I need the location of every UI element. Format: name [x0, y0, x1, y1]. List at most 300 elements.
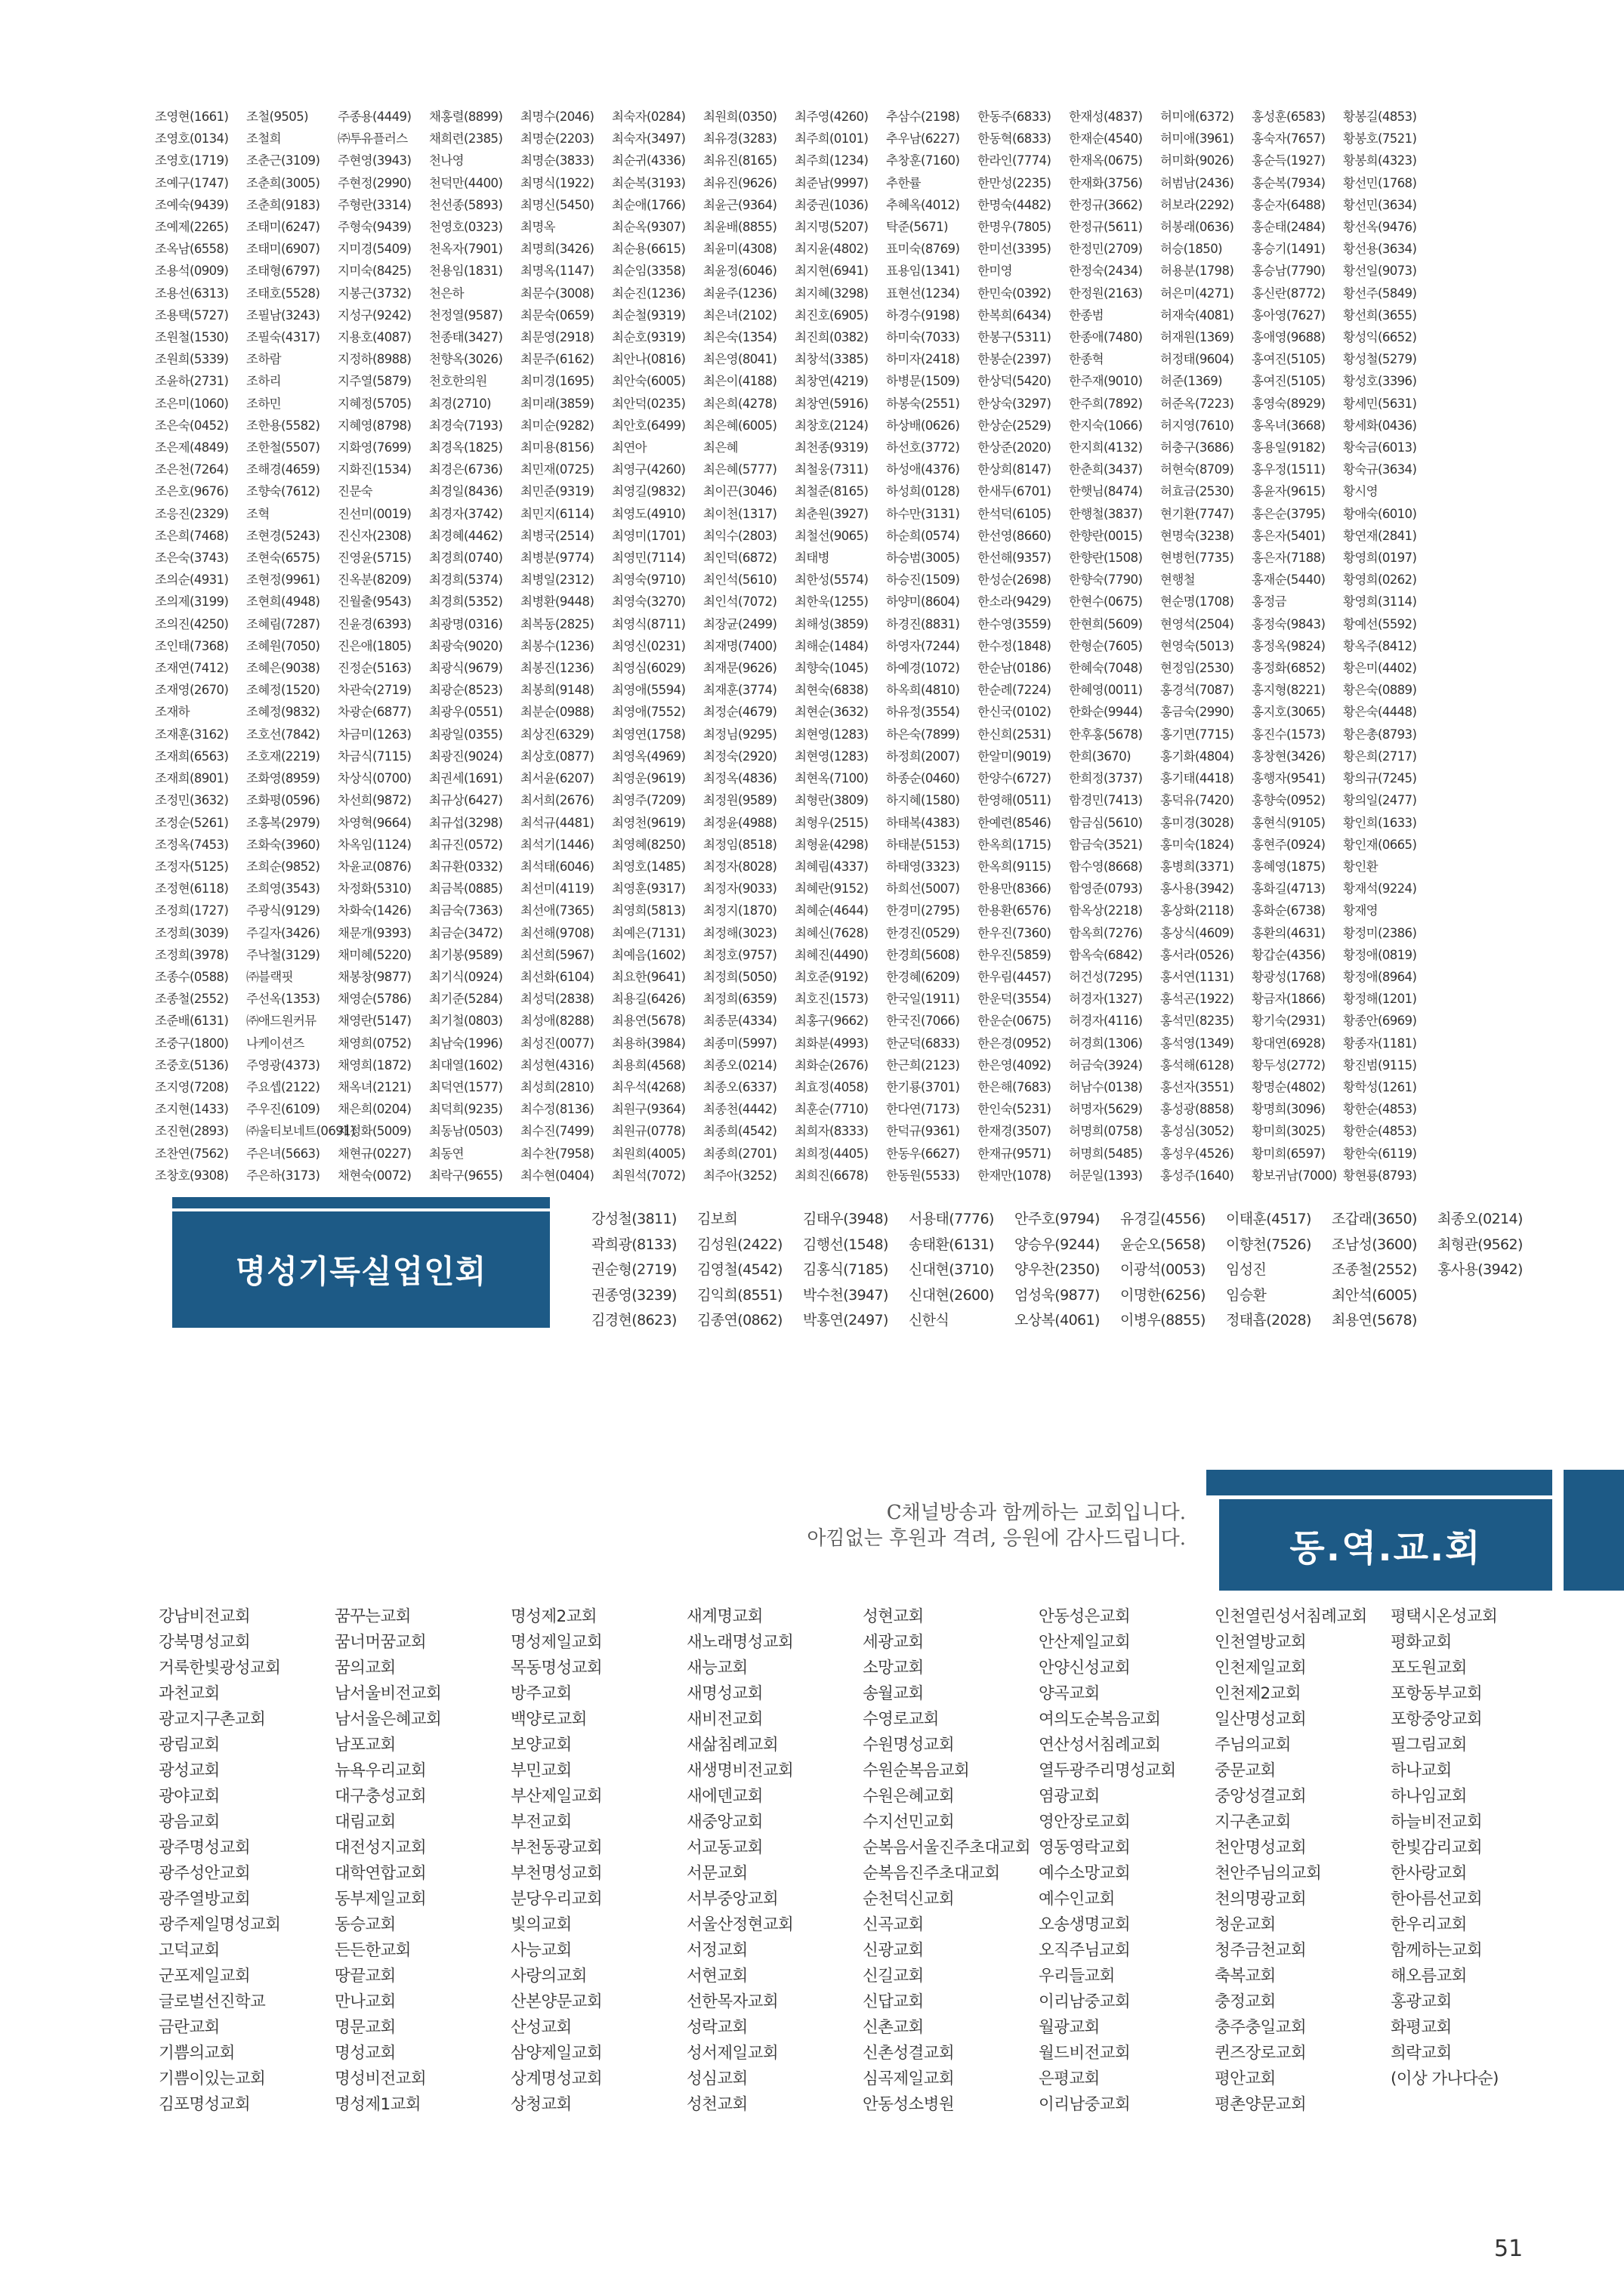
donor-name: 천호한의원 [429, 374, 487, 389]
donor-name: 황종자(1181) [1343, 1035, 1417, 1051]
donor-name: 최정지(1870) [703, 903, 777, 918]
donor-name: 주현영(3943) [338, 153, 412, 168]
donor-name: 조화평(0596) [246, 793, 320, 808]
donor-name: 차선희(9872) [338, 793, 412, 808]
donor-name: 최성희(2810) [520, 1079, 594, 1094]
donor-name: 한명숙(4482) [977, 197, 1051, 212]
donor-name: 최영희(5813) [612, 903, 686, 918]
donor-name: 홍서라(0526) [1160, 947, 1234, 962]
donor-name: 조재희(8901) [155, 771, 229, 786]
donor-name: 최중권(1036) [795, 197, 869, 212]
donor-name: 황선주(5849) [1343, 285, 1417, 301]
donor-name: 최경숙(7193) [429, 418, 503, 433]
donor-name: 홍신란(8772) [1252, 285, 1326, 301]
donor-name: 주종용(4449) [338, 110, 412, 124]
church-column [1391, 1604, 1567, 2118]
donor-name: 조한용(5582) [246, 418, 320, 433]
church-name: 하나임교회 [1391, 1787, 1467, 1806]
donor-name: 최순옥(9307) [612, 220, 686, 235]
donor-name: 조영호(1719) [155, 153, 229, 168]
church-name: 군포제일교회 [159, 1967, 251, 1986]
donor-name: 황선일(9073) [1343, 264, 1417, 279]
donor-name: 최광일(0355) [429, 727, 503, 742]
donor-name: 황학성(1261) [1343, 1079, 1417, 1094]
donor-name: 최영신(0231) [612, 638, 686, 653]
member-name: 양우찬(2350) [1014, 1261, 1100, 1279]
donor-name: 한상숙(3297) [977, 396, 1051, 411]
donor-name: 최광진(9024) [429, 748, 503, 764]
donor-name: 지정하(8988) [338, 352, 412, 367]
donor-name: 최원희(0350) [703, 110, 777, 124]
donor-name: 한수영(3559) [977, 616, 1051, 631]
donor-name: 최훈순(7710) [795, 1102, 869, 1117]
donor-name: 최재훈(3774) [703, 683, 777, 698]
donor-name: 최영애(5594) [612, 683, 686, 698]
donor-name: 홍석민(8235) [1160, 1014, 1234, 1029]
donor-name: 최금숙(7363) [429, 903, 503, 918]
donor-name: 하종순(0460) [886, 771, 960, 786]
donor-name: 한지숙(1066) [1069, 418, 1143, 433]
donor-name: 조정자(5125) [155, 859, 229, 874]
donor-name: 최철웅(7311) [795, 462, 869, 477]
member-name: 서용태(7776) [909, 1211, 994, 1227]
member-name: 김태우(3948) [803, 1211, 888, 1227]
donor-name: 황명희(3096) [1252, 1102, 1326, 1117]
church-name: 서문교회 [687, 1864, 748, 1883]
donor-name: 조은숙(0452) [155, 418, 229, 433]
donor-name: 한영해(0511) [977, 793, 1051, 808]
donor-name: 황인환 [1343, 859, 1379, 874]
donor-name: 홍성훈(6583) [1252, 110, 1326, 124]
donor-name: 최윤배(8855) [703, 220, 777, 235]
donor-name: 현영석(2504) [1160, 616, 1234, 631]
church-name: 새중앙교회 [687, 1813, 763, 1832]
donor-name: 홍진수(1573) [1252, 727, 1326, 742]
donor-name: 최창석(3385) [795, 352, 869, 367]
donor-name: 조찬연(7562) [155, 1146, 229, 1161]
donor-name: 조필남(3243) [246, 307, 320, 323]
church-name: 강북명성교회 [159, 1633, 251, 1652]
donor-name: 주우진(6109) [246, 1102, 320, 1117]
donor-name: 차관숙(2719) [338, 683, 412, 698]
donor-name: 황봉길(4853) [1343, 110, 1417, 124]
donor-name: 지성구(9242) [338, 307, 412, 323]
donor-name: 황정해(1201) [1343, 992, 1417, 1007]
donor-name: 홍현주(0924) [1252, 837, 1326, 852]
member-name: 박수천(3947) [803, 1286, 888, 1304]
church-name: 광음교회 [159, 1813, 220, 1832]
donor-name: 진은애(1805) [338, 638, 412, 653]
donor-name: 한정규(3662) [1069, 197, 1143, 212]
donor-name: 표미숙(8769) [886, 242, 960, 257]
donor-name: 최선화(6104) [520, 969, 594, 984]
donor-name: 조응진(2329) [155, 506, 229, 521]
donor-name: 홍아영(7627) [1252, 307, 1326, 323]
donor-name: 최순철(9319) [612, 307, 686, 323]
church-name: 남서울은혜교회 [335, 1710, 442, 1729]
donor-name: 채영순(5786) [338, 992, 412, 1007]
donor-name: 주영광(4373) [246, 1057, 320, 1072]
church-name: 수원은혜교회 [863, 1787, 955, 1806]
church-name: 월광교회 [1039, 2018, 1100, 2037]
donor-name: 홍향숙(0952) [1252, 793, 1326, 808]
donor-name: 최진호(6905) [795, 307, 869, 323]
church-name: 사랑의교회 [511, 1967, 587, 1986]
church-name: 방주교회 [511, 1684, 572, 1703]
donor-name: ㈜애드원커뮤 [246, 1014, 316, 1029]
donor-name: 최희진(6678) [795, 1168, 869, 1183]
church-name: 수원명성교회 [863, 1736, 955, 1754]
donor-name: 한재화(3756) [1069, 175, 1143, 190]
donor-name: 조옥남(6558) [155, 242, 229, 257]
donor-name: 주요셉(2122) [246, 1079, 320, 1094]
member-name: 김보희 [697, 1211, 738, 1227]
donor-name: 한재순(4540) [1069, 131, 1143, 147]
donor-name: 홍화순(6738) [1252, 903, 1326, 918]
church-name: 부천명성교회 [511, 1864, 603, 1883]
donor-name: 최미순(9282) [520, 418, 594, 433]
donor-name: 한소라(9429) [977, 594, 1051, 610]
donor-name: 황성철(5279) [1343, 352, 1417, 367]
donor-name: 한경진(0529) [886, 925, 960, 940]
donor-name: 조정희(3039) [155, 925, 229, 940]
donor-name: 한석덕(6105) [977, 506, 1051, 521]
donor-name: 최영식(8711) [612, 616, 686, 631]
donor-name: 함금숙(3521) [1069, 837, 1143, 852]
donor-name: 최명희(3426) [520, 242, 594, 257]
donor-name: 주길자(3426) [246, 925, 320, 940]
donor-name: 최안호(6499) [612, 418, 686, 433]
donor-name: 최경일(8436) [429, 484, 503, 499]
donor-name: 허용분(1798) [1160, 264, 1234, 279]
donor-name: 조지현(1433) [155, 1102, 229, 1117]
church-name: 열두광주리명성교회 [1039, 1761, 1176, 1780]
donor-name: 최성진(0077) [520, 1035, 594, 1051]
donor-name: 함옥상(2218) [1069, 903, 1143, 918]
church-name: 명성제1교회 [335, 2095, 421, 2114]
donor-name: 홍석곤(1922) [1160, 992, 1234, 1007]
donor-name: 황정애(8964) [1343, 969, 1417, 984]
church-name: 대림교회 [335, 1813, 396, 1832]
donor-name: 조의제(3199) [155, 594, 229, 610]
donor-name: 황영희(0197) [1343, 551, 1417, 566]
church-name: 부산제일교회 [511, 1787, 603, 1806]
donor-name: 조종철(2552) [155, 992, 229, 1007]
donor-name: 현행철 [1160, 572, 1196, 588]
member-name: 권종영(3239) [591, 1286, 677, 1304]
donor-name: 최은희(4278) [703, 396, 777, 411]
donor-name: 최영구(4260) [612, 462, 686, 477]
donor-name: 조정현(6118) [155, 881, 229, 897]
donor-name: 최화순(2676) [795, 1057, 869, 1072]
donor-name: 조중호(5136) [155, 1057, 229, 1072]
donor-name: 최경희(5374) [429, 572, 503, 588]
donor-name: 한우진(5859) [977, 947, 1051, 962]
donor-name: 허지영(7610) [1160, 418, 1234, 433]
donor-name: 홍정옥(9824) [1252, 638, 1326, 653]
member-name: 이향천(7526) [1226, 1236, 1311, 1253]
donor-name: 한국일(1911) [886, 992, 960, 1007]
church-name: 꿈의교회 [335, 1659, 396, 1677]
donor-name: 한신희(2531) [977, 727, 1051, 742]
church-name: 산본양문교회 [511, 1992, 603, 2011]
donor-name: 최주아(3252) [703, 1168, 777, 1183]
donor-name: 최규섭(3298) [429, 815, 503, 830]
donor-name: 최연아 [612, 440, 647, 455]
donor-name: 천선종(5893) [429, 197, 503, 212]
donor-name: 최예은(7131) [612, 925, 686, 940]
donor-name: 홍순복(7934) [1252, 175, 1326, 190]
donor-name: 최규진(0572) [429, 837, 503, 852]
church-name: 평안교회 [1215, 2069, 1276, 2088]
church-name: 새능교회 [687, 1659, 748, 1677]
donor-name: 하승진(1509) [886, 572, 960, 588]
donor-name: 최윤정(6046) [703, 264, 777, 279]
member-name: 홍사용(3942) [1437, 1261, 1523, 1279]
donor-name: 주은하(3173) [246, 1168, 320, 1183]
donor-name: 조영호(0134) [155, 131, 229, 147]
donor-name: 한현희(5609) [1069, 616, 1143, 631]
church-name: 수영로교회 [863, 1710, 939, 1729]
church-name: 우리들교회 [1039, 1967, 1115, 1986]
donor-name: 허은미(4271) [1160, 285, 1234, 301]
donor-name: 최현영(1283) [795, 727, 869, 742]
donor-name: 최민재(0725) [520, 462, 594, 477]
donor-name: 조춘희(9183) [246, 197, 320, 212]
donor-name: 황금자(1866) [1252, 992, 1326, 1007]
donor-name: 최민지(6114) [520, 506, 594, 521]
donor-name: 차광순(6877) [338, 705, 412, 720]
donor-name: 한종혁 [1069, 352, 1104, 367]
workers-list [591, 1207, 1543, 1334]
member-name: 신대현(3710) [909, 1261, 994, 1279]
donor-name: 한상덕(5420) [977, 374, 1051, 389]
donor-name: 천옥자(7901) [429, 242, 503, 257]
member-name: 이병우(8855) [1120, 1312, 1206, 1329]
donor-name: 한옥희(1715) [977, 837, 1051, 852]
church-name: 사능교회 [511, 1941, 572, 1960]
donor-name: 최한욱(1255) [795, 594, 869, 610]
partner-section-title: 동.역.교.회 [1289, 1527, 1482, 1569]
church-name: 서현교회 [687, 1967, 748, 1986]
donor-name: 홍성주(1640) [1160, 1168, 1234, 1183]
member-name: 김행선(1548) [803, 1236, 888, 1253]
member-name: 조남성(3600) [1332, 1236, 1417, 1253]
donor-name: 최은숙(1354) [703, 330, 777, 345]
church-name: 순천덕신교회 [863, 1890, 955, 1909]
donor-name: 진윤경(6393) [338, 616, 412, 631]
donor-name: 최명순(2203) [520, 131, 594, 147]
donor-name: 최원석(7072) [612, 1168, 686, 1183]
donor-name: 최명신(5450) [520, 197, 594, 212]
donor-name: 최현순(3632) [795, 705, 869, 720]
donor-name: 최정원(9589) [703, 793, 777, 808]
donor-name: 홍애영(9688) [1252, 330, 1326, 345]
donor-name: 하옥희(4810) [886, 683, 960, 698]
donor-name: 추창훈(7160) [886, 153, 960, 168]
church-name: 과천교회 [159, 1684, 220, 1703]
donor-name: 최종미(5997) [703, 1035, 777, 1051]
donor-name: 최창연(5916) [795, 396, 869, 411]
donor-name: 황은총(8793) [1343, 727, 1417, 742]
donor-name: 최명옥(1147) [520, 264, 594, 279]
church-name: 천안주님의교회 [1215, 1864, 1322, 1883]
donor-name: 최정해(3023) [703, 925, 777, 940]
donor-name: 진선미(0019) [338, 506, 412, 521]
donor-name: 한종범 [1069, 307, 1104, 323]
member-name: 김홍식(7185) [803, 1261, 888, 1279]
donor-name: 최희자(8333) [795, 1124, 869, 1139]
donor-name: 함옥숙(6842) [1069, 947, 1143, 962]
donor-name: 하성애(4376) [886, 462, 960, 477]
section-band-top [172, 1197, 550, 1208]
donor-name: 조원철(1530) [155, 330, 229, 345]
donor-name: 추삼수(2198) [886, 110, 960, 124]
donor-name: 최진희(0382) [795, 330, 869, 345]
donor-name: 나케이션즈 [246, 1035, 304, 1051]
church-column [159, 1604, 335, 2118]
donor-name: 최석태(6046) [520, 859, 594, 874]
donor-name: 허미화(9026) [1160, 153, 1234, 168]
donor-name: 현영숙(5013) [1160, 638, 1234, 653]
church-name: 포도원교회 [1391, 1659, 1467, 1677]
donor-name: 최주희(0101) [795, 131, 869, 147]
donor-name: 조태형(6797) [246, 264, 320, 279]
donor-name: 최현영(1283) [795, 748, 869, 764]
donor-name: 지봉근(3732) [338, 285, 412, 301]
donor-name: 한행철(3837) [1069, 506, 1143, 521]
donor-name: 조용선(6313) [155, 285, 229, 301]
donor-name: 황두성(2772) [1252, 1057, 1326, 1072]
donor-name: 홍상화(2118) [1160, 903, 1234, 918]
donor-name: 최은혜 [703, 440, 739, 455]
donor-name: 한운순(0675) [977, 1014, 1051, 1029]
partner-band-top [1206, 1470, 1552, 1495]
donor-name: 한만성(2235) [977, 175, 1051, 190]
donor-name: 조재훈(3162) [155, 727, 229, 742]
donor-name: 홍화길(4713) [1252, 881, 1326, 897]
donor-name: 최수현(0404) [520, 1168, 594, 1183]
donor-name: 최형윤(4298) [795, 837, 869, 852]
donor-name: 허봉래(0636) [1160, 220, 1234, 235]
donor-name: 차금식(7115) [338, 748, 412, 764]
church-name: 만나교회 [335, 1992, 396, 2011]
donor-name: 황재영 [1343, 903, 1379, 918]
donor-name: 한상준(2020) [977, 440, 1051, 455]
church-column [511, 1604, 687, 2118]
donor-name: 진문숙 [338, 484, 373, 499]
donor-name: 최미용(8156) [520, 440, 594, 455]
member-name: 김익희(8551) [697, 1286, 783, 1304]
donor-name: 지용호(4087) [338, 330, 412, 345]
donor-name: 홍은자(7188) [1252, 551, 1326, 566]
donor-name: 함영준(0793) [1069, 881, 1143, 897]
donor-name: 황숙규(3634) [1343, 462, 1417, 477]
donor-name: 홍승남(7790) [1252, 264, 1326, 279]
donor-name: 한미영 [977, 264, 1013, 279]
church-name: 고덕교회 [159, 1941, 220, 1960]
church-name: 서부중앙교회 [687, 1890, 779, 1909]
member-name: 곽희광(8133) [591, 1236, 677, 1253]
church-name: 월드비전교회 [1039, 2044, 1131, 2063]
donor-name: 홍성심(3052) [1160, 1124, 1234, 1139]
donor-name: 허명자(5629) [1069, 1102, 1143, 1117]
donor-name: 진영윤(5715) [338, 551, 412, 566]
church-name: 새에덴교회 [687, 1787, 763, 1806]
donor-name: 한은해(7683) [977, 1079, 1051, 1094]
donor-name: 최혜순(4644) [795, 903, 869, 918]
donor-name: 천정열(9587) [429, 307, 503, 323]
donor-name: 허미애(6372) [1160, 110, 1234, 124]
donor-name: 최성애(8288) [520, 1014, 594, 1029]
donor-name: 차상식(0700) [338, 771, 412, 786]
donor-name: 최석기(1446) [520, 837, 594, 852]
donor-name: 한햇님(8474) [1069, 484, 1143, 499]
donor-name: 최혜신(7628) [795, 925, 869, 940]
donor-name: 최정옥(4836) [703, 771, 777, 786]
donor-name: 홍재순(5440) [1252, 572, 1326, 588]
donor-name: 함경민(7413) [1069, 793, 1143, 808]
church-name: 부천동광교회 [511, 1838, 603, 1857]
donor-name: 주형란(3314) [338, 197, 412, 212]
donor-name: 한순례(7224) [977, 683, 1051, 698]
donor-name: 한민숙(0392) [977, 285, 1051, 301]
church-name: 포항동부교회 [1391, 1684, 1483, 1703]
donor-name: 채문개(9393) [338, 925, 412, 940]
donor-name: 최철준(8165) [795, 484, 869, 499]
donor-name: 최천종(9319) [795, 440, 869, 455]
donor-name: 하태영(3323) [886, 859, 960, 874]
church-name: 신촌교회 [863, 2018, 924, 2037]
donor-name: 최영길(9832) [612, 484, 686, 499]
donor-name: 조희순(9852) [246, 859, 320, 874]
donor-name: 조정민(3632) [155, 793, 229, 808]
church-name: 신광교회 [863, 1941, 924, 1960]
donor-name: 최해성(3859) [795, 616, 869, 631]
donor-name: 최순용(6615) [612, 242, 686, 257]
donor-name: 최병환(9448) [520, 594, 594, 610]
donor-name: 홍선자(3551) [1160, 1079, 1234, 1094]
donor-name: 허정태(9604) [1160, 352, 1234, 367]
donor-name: 채정화(5009) [338, 1124, 412, 1139]
church-name: 홍광교회 [1391, 1992, 1452, 2011]
donor-name: 황재석(9224) [1343, 881, 1417, 897]
donor-name: 허남수(0138) [1069, 1079, 1143, 1094]
donor-name: 현명숙(3238) [1160, 528, 1234, 543]
partner-message-line1: C채널방송과 함께하는 교회입니다. [886, 1501, 1186, 1524]
donor-name: 홍금숙(2990) [1160, 705, 1234, 720]
donor-name: 최혜림(4337) [795, 859, 869, 874]
donor-name: 한상순(2529) [977, 418, 1051, 433]
donor-name: 한혜숙(7048) [1069, 661, 1143, 676]
donor-name: 조은숙(3743) [155, 551, 229, 566]
donor-name: 황현룡(8793) [1343, 1168, 1417, 1183]
church-name: 성심교회 [687, 2069, 748, 2088]
donor-name: 홍병희(3371) [1160, 859, 1234, 874]
donor-name: 최경옥(1825) [429, 440, 503, 455]
donor-name: 조은미(1060) [155, 396, 229, 411]
church-name: 연산성서침례교회 [1039, 1736, 1161, 1754]
donor-name: 하성희(0128) [886, 484, 960, 499]
donor-name: 최영도(4910) [612, 506, 686, 521]
donor-name: 조의진(4250) [155, 616, 229, 631]
donor-name: 조종수(0588) [155, 969, 229, 984]
donor-name: 최향숙(1045) [795, 661, 869, 676]
donor-name: 황영희(3114) [1343, 594, 1417, 610]
donor-name: 채영희(1872) [338, 1057, 412, 1072]
donor-name: 함금심(5610) [1069, 815, 1143, 830]
church-name: 하늘비전교회 [1391, 1813, 1483, 1832]
